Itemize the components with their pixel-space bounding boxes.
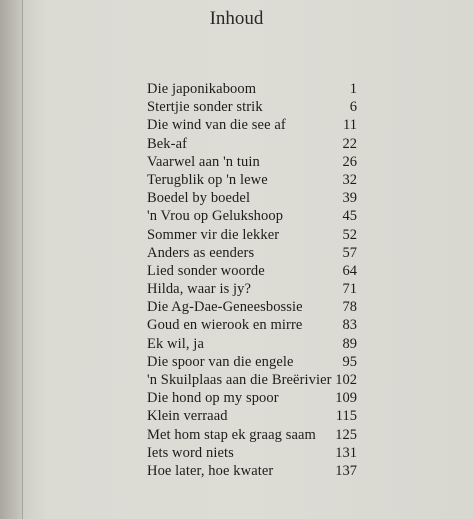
toc-entry-title: Hilda, waar is jy? <box>147 281 252 298</box>
toc-entry <box>147 244 357 262</box>
toc-entry-page-number: 39 <box>342 190 357 207</box>
toc-entry <box>147 316 357 334</box>
toc-entry-title: Bek-af <box>147 135 188 152</box>
toc-entry <box>147 335 357 353</box>
table-of-contents <box>147 80 357 480</box>
toc-entry <box>147 98 357 116</box>
toc-entry-page-number: 102 <box>335 372 357 388</box>
toc-entry <box>147 353 357 371</box>
toc-entry-page-number: 125 <box>335 426 357 443</box>
toc-entry <box>147 153 357 171</box>
toc-entry-page-number: 95 <box>342 353 357 370</box>
toc-entry-page-number: 57 <box>342 244 357 261</box>
toc-entry-page-number: 64 <box>342 262 357 279</box>
toc-entry-title: Stertjie sonder strik <box>147 99 263 116</box>
toc-entry-title: Terugblik op 'n lewe <box>147 171 268 188</box>
toc-entry-page-number: 1 <box>349 81 357 97</box>
page-title: Inhoud <box>209 8 264 29</box>
toc-entry-page-number: 26 <box>342 153 357 170</box>
toc-entry-title: Lied sonder woorde <box>147 262 265 279</box>
toc-entry-page-number: 89 <box>342 335 357 352</box>
toc-entry-page-number: 83 <box>342 317 357 334</box>
toc-entry-page-number: 109 <box>335 390 357 407</box>
toc-entry <box>147 80 357 98</box>
toc-entry <box>147 407 357 425</box>
toc-entry <box>147 389 357 407</box>
toc-entry <box>147 444 357 462</box>
toc-entry <box>147 171 357 189</box>
toc-entry-page-number: 137 <box>335 462 357 479</box>
toc-entry <box>147 426 357 444</box>
toc-entry-title: Die japonikaboom <box>147 81 257 97</box>
toc-entry <box>147 371 357 389</box>
toc-entry-page-number: 22 <box>342 135 357 152</box>
toc-entry <box>147 189 357 207</box>
toc-entry-page-number: 131 <box>335 444 357 461</box>
toc-entry-page-number: 71 <box>342 281 357 298</box>
toc-entry-title: Die spoor van die engele <box>147 353 294 370</box>
toc-entry-title: Goud en wierook en mirre <box>147 317 303 334</box>
book-gutter <box>0 0 23 519</box>
toc-entry <box>147 262 357 280</box>
toc-entry-page-number: 45 <box>342 208 357 225</box>
toc-entry-title: Klein verraad <box>147 408 228 425</box>
toc-entry-page-number: 6 <box>349 99 357 116</box>
toc-entry <box>147 226 357 244</box>
toc-entry-title: Anders as eenders <box>147 244 255 261</box>
toc-entry-title: Die Ag-Dae-Geneesbossie <box>147 299 303 316</box>
toc-entry-title: Die wind van die see af <box>147 117 286 134</box>
toc-entry-title: Met hom stap ek graag saam <box>147 426 316 443</box>
toc-entry-title: Boedel by boedel <box>147 190 251 207</box>
toc-entry-page-number: 32 <box>342 171 357 188</box>
toc-entry-title: 'n Vrou op Gelukshoop <box>147 208 284 225</box>
toc-entry <box>147 135 357 153</box>
toc-entry-title: Sommer vir die lekker <box>147 226 280 243</box>
toc-entry-title: Ek wil, ja <box>147 335 204 352</box>
toc-entry-title: Iets word niets <box>147 444 234 461</box>
toc-entry <box>147 298 357 316</box>
toc-entry <box>147 462 357 480</box>
toc-entry-page-number: 52 <box>342 226 357 243</box>
toc-entry-title: Vaarwel aan 'n tuin <box>147 153 260 170</box>
toc-entry-page-number: 11 <box>343 117 357 134</box>
toc-entry-page-number: 78 <box>342 299 357 316</box>
toc-entry <box>147 280 357 298</box>
toc-entry <box>147 116 357 134</box>
toc-entry-title: 'n Skuilplaas aan die Breërivier <box>147 372 332 388</box>
toc-entry-title: Die hond op my spoor <box>147 390 279 407</box>
toc-entry-title: Hoe later, hoe kwater <box>147 462 274 479</box>
toc-entry-page-number: 115 <box>335 408 357 425</box>
toc-entry <box>147 207 357 225</box>
